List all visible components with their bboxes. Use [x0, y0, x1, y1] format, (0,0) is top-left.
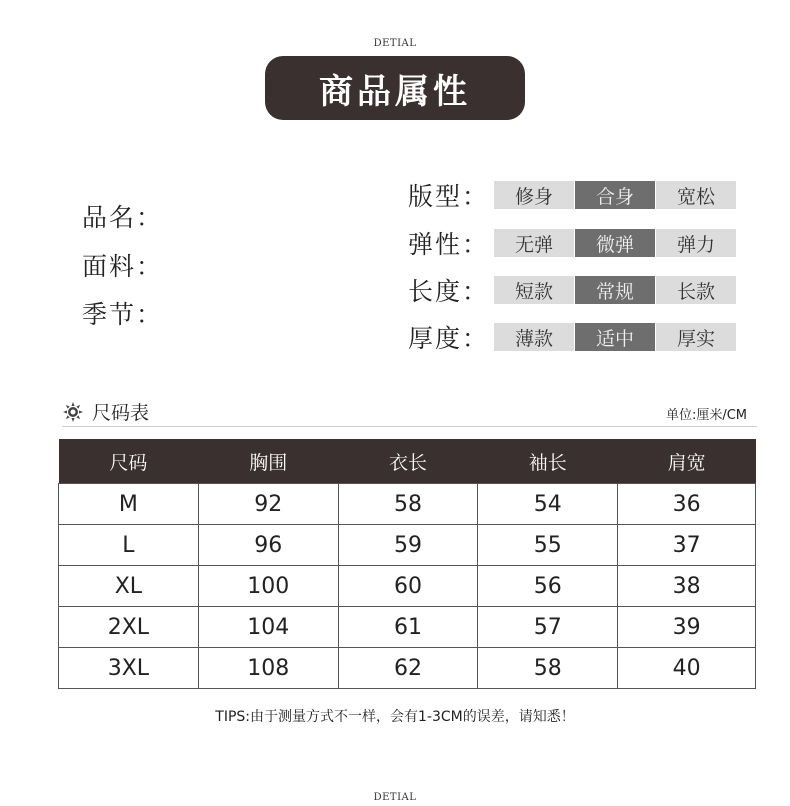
column-header: 袖长	[478, 439, 618, 484]
attr-name: 长度：	[408, 277, 490, 306]
attr-option: 弹力	[656, 229, 736, 257]
table-cell: 40	[618, 648, 756, 689]
attr-row-thickness	[408, 323, 737, 351]
detial-bottom-label: DETIAL	[373, 792, 417, 803]
attr-option: 修身	[494, 181, 574, 209]
table-cell: 108	[198, 648, 338, 689]
table-cell: 54	[478, 484, 618, 525]
table-cell: 92	[198, 484, 338, 525]
table-row	[59, 607, 756, 648]
table-cell: M	[59, 484, 199, 525]
unit-label: 单位:厘米/CM	[665, 408, 747, 423]
table-cell: 39	[618, 607, 756, 648]
table-header-row	[59, 439, 756, 484]
table-cell: 3XL	[59, 648, 199, 689]
table-cell: 36	[618, 484, 756, 525]
table-cell: 100	[198, 566, 338, 607]
column-header: 尺码	[59, 439, 199, 484]
table-cell: 2XL	[59, 607, 199, 648]
table-cell: 38	[618, 566, 756, 607]
attr-option: 薄款	[494, 323, 574, 351]
column-header: 肩宽	[618, 439, 756, 484]
table-cell: 62	[338, 648, 478, 689]
attr-name: 版型：	[408, 182, 490, 211]
attr-row-elasticity	[408, 229, 737, 257]
attr-row-length	[408, 276, 737, 304]
table-cell: 57	[478, 607, 618, 648]
fabric-label: 面料：	[82, 252, 164, 281]
attr-option: 短款	[494, 276, 574, 304]
table-cell: 37	[618, 525, 756, 566]
table-cell: 55	[478, 525, 618, 566]
attr-option: 厚实	[656, 323, 736, 351]
tips-note: TIPS:由于测量方式不一样，会有1-3CM的误差，请知悉！	[215, 709, 575, 725]
table-row	[59, 525, 756, 566]
table-cell: 61	[338, 607, 478, 648]
attr-option: 宽松	[656, 181, 736, 209]
section-title-banner	[265, 56, 525, 120]
size-chart-header	[62, 398, 757, 427]
table-cell: 104	[198, 607, 338, 648]
table-cell: L	[59, 525, 199, 566]
table-row	[59, 566, 756, 607]
table-cell: 58	[338, 484, 478, 525]
attr-name: 厚度：	[408, 324, 490, 353]
table-cell: XL	[59, 566, 199, 607]
table-cell: 96	[198, 525, 338, 566]
attr-name: 弹性：	[408, 230, 490, 259]
table-cell: 58	[478, 648, 618, 689]
attr-option-selected: 合身	[575, 181, 655, 209]
table-row	[59, 484, 756, 525]
column-header: 衣长	[338, 439, 478, 484]
table-row	[59, 648, 756, 689]
size-chart-title: 尺码表	[92, 402, 150, 424]
detial-top-label: DETIAL	[373, 38, 417, 49]
table-cell: 59	[338, 525, 478, 566]
table-cell: 56	[478, 566, 618, 607]
size-chart-title-group	[62, 398, 149, 425]
size-table	[58, 439, 756, 689]
attr-option: 长款	[656, 276, 736, 304]
attr-option: 无弹	[494, 229, 574, 257]
product-name-label: 品名：	[82, 203, 164, 232]
section-title: 商品属性	[319, 71, 471, 112]
season-label: 季节：	[82, 300, 164, 329]
attr-option-selected: 适中	[575, 323, 655, 351]
table-cell: 60	[338, 566, 478, 607]
attr-option-selected: 微弹	[575, 229, 655, 257]
attr-row-fit	[408, 181, 737, 209]
sun-gear-icon	[62, 401, 84, 423]
attr-option-selected: 常规	[575, 276, 655, 304]
column-header: 胸围	[198, 439, 338, 484]
